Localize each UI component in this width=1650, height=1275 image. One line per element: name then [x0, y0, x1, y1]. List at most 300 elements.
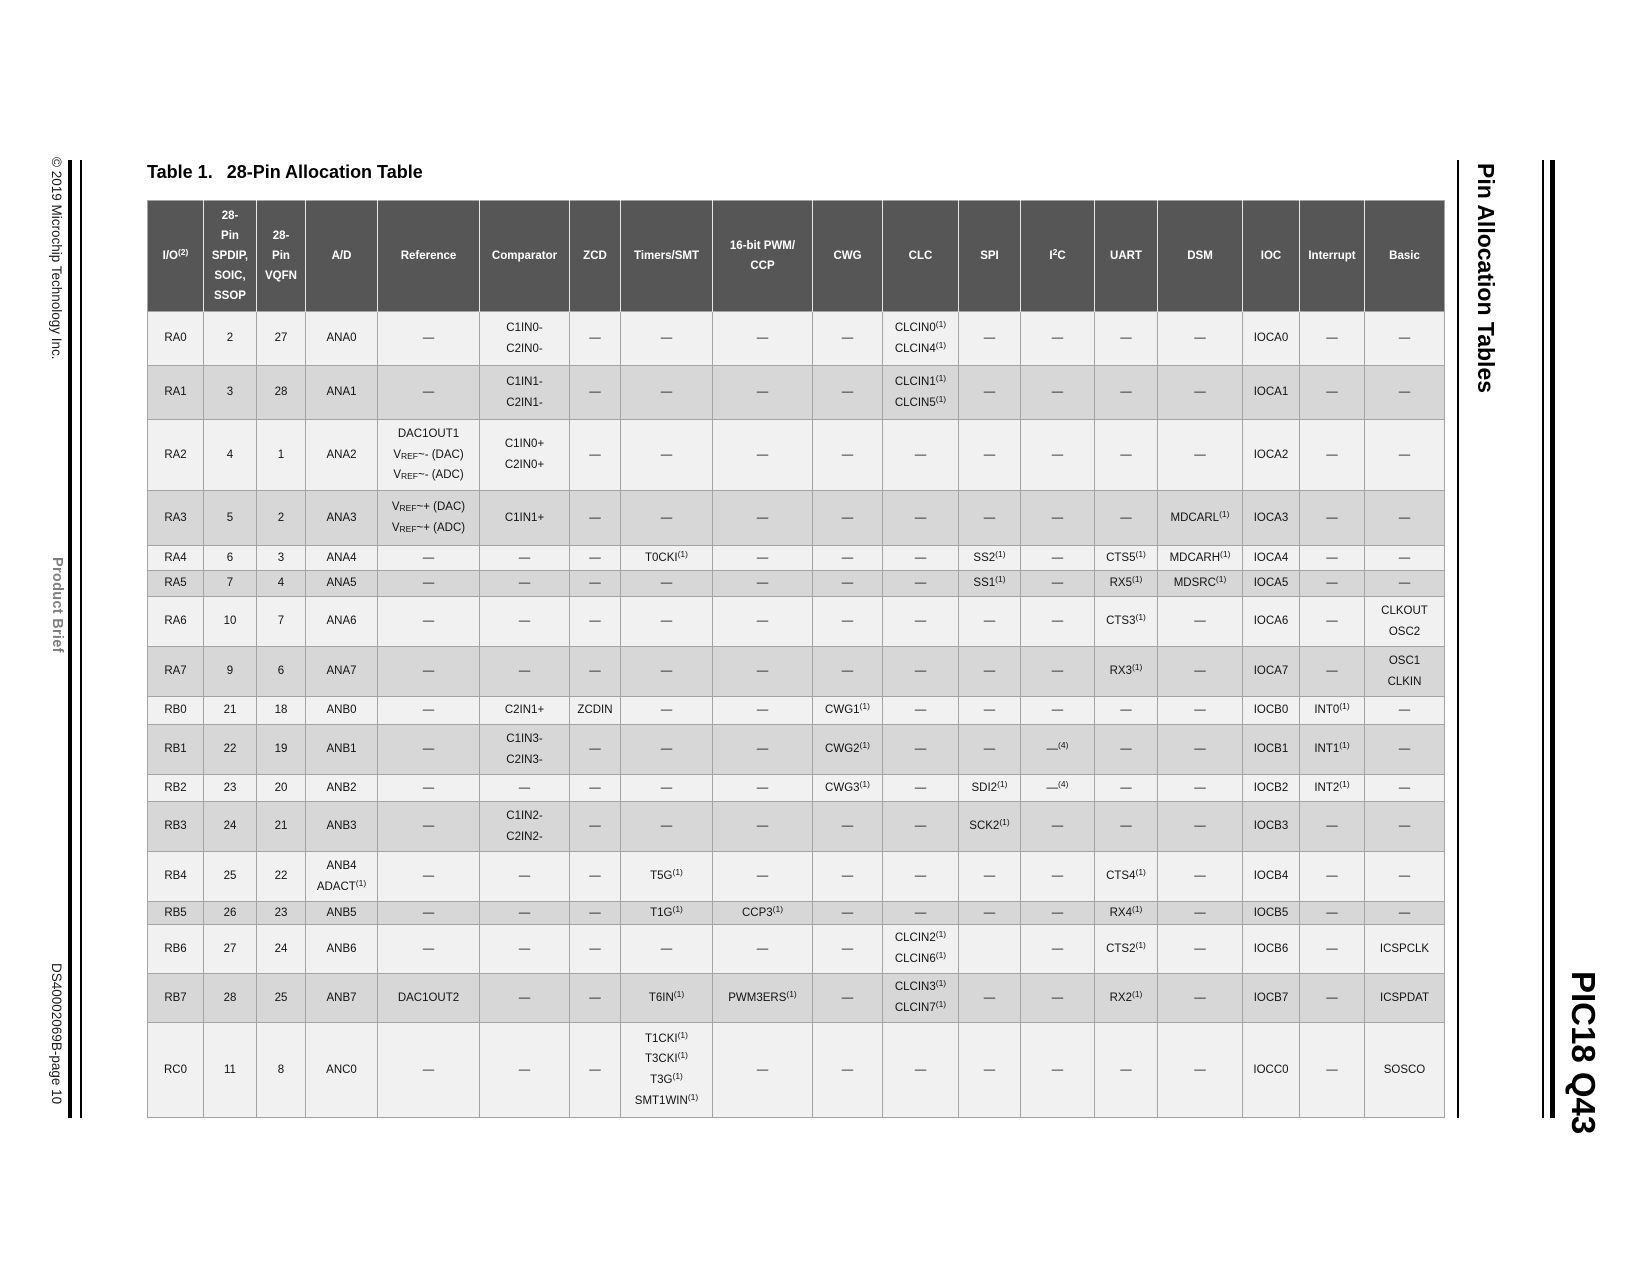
- table-cell: —: [713, 802, 813, 852]
- table-cell: —: [813, 647, 883, 697]
- table-cell: C1IN1+: [480, 491, 570, 546]
- table-cell: —: [1158, 697, 1243, 725]
- table-cell: —: [813, 902, 883, 925]
- table-cell: 20: [257, 775, 306, 802]
- left-margin-rule-thin: [80, 160, 82, 1118]
- table-cell: —: [378, 647, 480, 697]
- right-margin-rule-thin: [1542, 160, 1544, 1118]
- table-row-RB7: [148, 974, 1445, 1023]
- table-row-RA0: [148, 312, 1445, 366]
- table-cell: —: [1095, 725, 1158, 775]
- table-cell: ANB7: [306, 974, 378, 1023]
- table-cell: 23: [204, 775, 257, 802]
- table-cell: —: [1300, 902, 1365, 925]
- table-cell: IOCB5: [1243, 902, 1300, 925]
- table-cell: —: [1021, 1023, 1095, 1118]
- table-cell: —: [1158, 647, 1243, 697]
- table-cell: —: [570, 802, 621, 852]
- table-row-RA1: [148, 366, 1445, 420]
- table-cell: —: [621, 802, 713, 852]
- table-cell: 21: [257, 802, 306, 852]
- column-header: Basic: [1365, 201, 1445, 312]
- table-cell: 22: [257, 852, 306, 902]
- table-cell: —: [713, 925, 813, 974]
- right-margin-rule-thick: [1550, 160, 1555, 1118]
- table-cell: SS2$^{(1)}$: [959, 546, 1021, 571]
- table-cell: —: [1365, 775, 1445, 802]
- table-cell: RA7: [148, 647, 204, 697]
- column-header: ZCD: [570, 201, 621, 312]
- table-cell: —: [1021, 902, 1095, 925]
- table-cell: —: [1021, 491, 1095, 546]
- table-cell: 19: [257, 725, 306, 775]
- table-cell: 7: [204, 571, 257, 597]
- column-header: Interrupt: [1300, 201, 1365, 312]
- table-cell: RB1: [148, 725, 204, 775]
- table-cell: ANA3: [306, 491, 378, 546]
- table-cell: —: [570, 974, 621, 1023]
- table-cell: —: [813, 420, 883, 491]
- table-cell: —: [883, 597, 959, 647]
- doc-number-text: DS40002069B-page 10: [49, 963, 64, 1105]
- table-cell: ICSPCLK: [1365, 925, 1445, 974]
- table-row-RA4: [148, 546, 1445, 571]
- table-cell: —: [1021, 571, 1095, 597]
- table-cell: —: [378, 546, 480, 571]
- table-cell: —: [1021, 420, 1095, 491]
- table-cell: —: [959, 697, 1021, 725]
- table-cell: —: [1365, 802, 1445, 852]
- header-row: [148, 201, 1445, 312]
- table-cell: 28: [204, 974, 257, 1023]
- table-cell: —: [713, 597, 813, 647]
- table-cell: 24: [204, 802, 257, 852]
- table-cell: C1IN2- C2IN2-: [480, 802, 570, 852]
- table-cell: —: [959, 420, 1021, 491]
- table-cell: RB3: [148, 802, 204, 852]
- table-cell: —: [1365, 491, 1445, 546]
- table-cell: PWM3ERS$^{(1)}$: [713, 974, 813, 1023]
- table-cell: —: [883, 647, 959, 697]
- table-cell: ANA7: [306, 647, 378, 697]
- table-cell: —: [570, 312, 621, 366]
- table-cell: —: [813, 312, 883, 366]
- table-cell: —: [713, 725, 813, 775]
- table-cell: —: [883, 491, 959, 546]
- table-cell: —: [1095, 1023, 1158, 1118]
- table-cell: IOCB7: [1243, 974, 1300, 1023]
- table-cell: ANB2: [306, 775, 378, 802]
- table-cell: —: [621, 725, 713, 775]
- table-cell: CWG2$^{(1)}$: [813, 725, 883, 775]
- column-header: CWG: [813, 201, 883, 312]
- table-cell: INT2$^{(1)}$: [1300, 775, 1365, 802]
- table-cell: —: [813, 491, 883, 546]
- table-cell: —: [570, 647, 621, 697]
- table-cell: 23: [257, 902, 306, 925]
- table-cell: —: [813, 546, 883, 571]
- table-cell: —: [378, 597, 480, 647]
- table-cell: —: [813, 571, 883, 597]
- table-cell: —: [883, 546, 959, 571]
- table-cell: —: [813, 366, 883, 420]
- table-cell: —: [713, 366, 813, 420]
- table-cell: MDCARH$^{(1)}$: [1158, 546, 1243, 571]
- table-cell: —: [1021, 647, 1095, 697]
- table-cell: —: [1095, 491, 1158, 546]
- table-cell: 3: [257, 546, 306, 571]
- table-cell: CLCIN2$^{(1)}$ CLCIN6$^{(1)}$: [883, 925, 959, 974]
- table-cell: —: [378, 802, 480, 852]
- table-cell: —: [480, 1023, 570, 1118]
- table-cell: —: [570, 725, 621, 775]
- section-title: Pin Allocation Tables: [1473, 163, 1499, 394]
- table-cell: —: [713, 852, 813, 902]
- table-cell: —: [378, 571, 480, 597]
- table-cell: —: [1158, 725, 1243, 775]
- table-cell: IOCB3: [1243, 802, 1300, 852]
- table-cell: —: [1158, 597, 1243, 647]
- table-cell: RB0: [148, 697, 204, 725]
- table-cell: —: [959, 647, 1021, 697]
- table-cell: RX2$^{(1)}$: [1095, 974, 1158, 1023]
- table-cell: CTS5$^{(1)}$: [1095, 546, 1158, 571]
- column-header: 28- Pin SPDIP, SOIC, SSOP: [204, 201, 257, 312]
- table-row-RA6: [148, 597, 1445, 647]
- table-cell: IOCA5: [1243, 571, 1300, 597]
- table-cell: —: [713, 571, 813, 597]
- table-cell: MDCARL$^{(1)}$: [1158, 491, 1243, 546]
- table-cell: RX4$^{(1)}$: [1095, 902, 1158, 925]
- device-name: PIC18 Q43: [1565, 971, 1602, 1135]
- table-cell: —: [813, 597, 883, 647]
- table-cell: —: [621, 925, 713, 974]
- table-cell: ANA6: [306, 597, 378, 647]
- table-cell: —: [621, 647, 713, 697]
- table-cell: $V_{REF}\sim+ (DAC)$ $V_{REF}\sim+ (ADC)$: [378, 491, 480, 546]
- table-cell: RC0: [148, 1023, 204, 1118]
- table-cell: RB6: [148, 925, 204, 974]
- table-cell: —: [813, 852, 883, 902]
- table-cell: —: [1300, 1023, 1365, 1118]
- table-cell: IOCA1: [1243, 366, 1300, 420]
- table-cell: —: [1158, 925, 1243, 974]
- table-cell: —: [959, 852, 1021, 902]
- table-cell: —: [480, 974, 570, 1023]
- table-cell: —: [378, 1023, 480, 1118]
- column-header: DSM: [1158, 201, 1243, 312]
- table-cell: —: [621, 775, 713, 802]
- table-cell: —: [480, 775, 570, 802]
- table-cell: 28: [257, 366, 306, 420]
- table-title-label: Table 1.: [147, 162, 213, 182]
- table-cell: —: [1158, 366, 1243, 420]
- table-cell: 18: [257, 697, 306, 725]
- table-cell: IOCA0: [1243, 312, 1300, 366]
- column-header: Comparator: [480, 201, 570, 312]
- column-header: $I/O^{(2)}$: [148, 201, 204, 312]
- table-cell: —: [883, 697, 959, 725]
- right-inner-rule: [1457, 160, 1459, 1118]
- table-cell: IOCB1: [1243, 725, 1300, 775]
- table-cell: CLCIN3$^{(1)}$ CLCIN7$^{(1)}$: [883, 974, 959, 1023]
- table-cell: —: [621, 491, 713, 546]
- table-cell: ANB1: [306, 725, 378, 775]
- table-cell: ANB3: [306, 802, 378, 852]
- table-cell: RA2: [148, 420, 204, 491]
- table-cell: 21: [204, 697, 257, 725]
- table-cell: CTS4$^{(1)}$: [1095, 852, 1158, 902]
- table-cell: —: [378, 312, 480, 366]
- table-cell: T6IN$^{(1)}$: [621, 974, 713, 1023]
- table-cell: —: [1365, 902, 1445, 925]
- table-cell: —: [713, 312, 813, 366]
- table-cell: INT0$^{(1)}$: [1300, 697, 1365, 725]
- table-cell: —: [883, 902, 959, 925]
- table-cell: MDSRC$^{(1)}$: [1158, 571, 1243, 597]
- table-row-RB6: [148, 925, 1445, 974]
- table-cell: 4: [204, 420, 257, 491]
- table-cell: —: [570, 1023, 621, 1118]
- table-cell: —: [883, 1023, 959, 1118]
- table-cell: SCK2$^{(1)}$: [959, 802, 1021, 852]
- table-cell: —: [378, 366, 480, 420]
- table-cell: ANB5: [306, 902, 378, 925]
- column-header: $I^2C$: [1021, 201, 1095, 312]
- table-cell: —: [959, 366, 1021, 420]
- table-cell: —: [1158, 775, 1243, 802]
- table-cell: —: [378, 925, 480, 974]
- table-cell: —: [1365, 571, 1445, 597]
- table-cell: RB4: [148, 852, 204, 902]
- table-cell: IOCA2: [1243, 420, 1300, 491]
- table-cell: RA0: [148, 312, 204, 366]
- table-cell: ANA5: [306, 571, 378, 597]
- table-row-RA2: [148, 420, 1445, 491]
- table-cell: —: [378, 852, 480, 902]
- table-cell: —: [480, 925, 570, 974]
- table-cell: —: [1158, 420, 1243, 491]
- table-cell: —: [1158, 1023, 1243, 1118]
- table-header: [148, 201, 1445, 312]
- table-cell: —: [1021, 852, 1095, 902]
- table-cell: —: [621, 312, 713, 366]
- table-cell: —: [713, 420, 813, 491]
- table-cell: ANA1: [306, 366, 378, 420]
- table-cell: IOCA3: [1243, 491, 1300, 546]
- table-cell: ANC0: [306, 1023, 378, 1118]
- table-cell: —: [813, 802, 883, 852]
- table-cell: 1: [257, 420, 306, 491]
- table-cell: —: [1158, 902, 1243, 925]
- table-cell: —: [1021, 366, 1095, 420]
- table-cell: —: [621, 420, 713, 491]
- table-cell: —: [1158, 974, 1243, 1023]
- copyright-text: © 2019 Microchip Technology Inc.: [49, 157, 64, 360]
- table-row-RB4: [148, 852, 1445, 902]
- table-cell: —: [883, 420, 959, 491]
- table-cell: —: [959, 902, 1021, 925]
- table-cell: —: [959, 491, 1021, 546]
- table-cell: —: [1021, 697, 1095, 725]
- table-cell: —: [570, 775, 621, 802]
- table-cell: —: [1095, 366, 1158, 420]
- pin-allocation-table: [147, 200, 1445, 1118]
- table-cell: —: [1300, 597, 1365, 647]
- table-cell: 8: [257, 1023, 306, 1118]
- table-cell: 7: [257, 597, 306, 647]
- table-cell: —: [713, 1023, 813, 1118]
- table-cell: —: [1095, 802, 1158, 852]
- table-cell: $T1G^{(1)}$: [621, 902, 713, 925]
- table-cell: —: [570, 546, 621, 571]
- table-cell: SS1$^{(1)}$: [959, 571, 1021, 597]
- column-header: Reference: [378, 201, 480, 312]
- table-cell: —: [570, 597, 621, 647]
- table-cell: 6: [204, 546, 257, 571]
- table-cell: —: [713, 697, 813, 725]
- table-row-RA5: [148, 571, 1445, 597]
- table-row-RB0: [148, 697, 1445, 725]
- table-cell: —: [813, 974, 883, 1023]
- table-cell: RX5$^{(1)}$: [1095, 571, 1158, 597]
- table-title: [147, 162, 423, 183]
- table-cell: —: [480, 571, 570, 597]
- table-cell: —: [1300, 312, 1365, 366]
- table-cell: —: [570, 571, 621, 597]
- table-cell: —: [1300, 546, 1365, 571]
- table-row-RA3: [148, 491, 1445, 546]
- table-cell: —: [480, 597, 570, 647]
- table-cell: C1IN0- C2IN0-: [480, 312, 570, 366]
- table-cell: —: [1021, 802, 1095, 852]
- table-cell: —: [883, 775, 959, 802]
- table-cell: 3: [204, 366, 257, 420]
- table-cell: —: [1095, 697, 1158, 725]
- table-cell: ANA0: [306, 312, 378, 366]
- table-cell: —: [480, 902, 570, 925]
- table-cell: —: [713, 491, 813, 546]
- table-cell: —: [1365, 697, 1445, 725]
- table-cell: SDI2$^{(1)}$: [959, 775, 1021, 802]
- table-cell: —: [1021, 925, 1095, 974]
- table-cell: —: [813, 1023, 883, 1118]
- table-cell: RA6: [148, 597, 204, 647]
- table-cell: —: [959, 597, 1021, 647]
- table-cell: RA5: [148, 571, 204, 597]
- table-cell: —: [959, 725, 1021, 775]
- table-cell: —: [1300, 802, 1365, 852]
- table-cell: —: [1365, 420, 1445, 491]
- table-cell: —: [1095, 420, 1158, 491]
- table-cell: —: [378, 725, 480, 775]
- table-cell: —: [1021, 312, 1095, 366]
- table-cell: —: [570, 420, 621, 491]
- table-cell: —: [480, 852, 570, 902]
- table-cell: —: [813, 925, 883, 974]
- table-cell: C1IN0+ C2IN0+: [480, 420, 570, 491]
- table-cell: RA3: [148, 491, 204, 546]
- column-header: 28- Pin VQFN: [257, 201, 306, 312]
- table-cell: —: [1300, 852, 1365, 902]
- table-cell: —: [1300, 974, 1365, 1023]
- table-cell: CLCIN0$^{(1)}$ CLCIN4$^{(1)}$: [883, 312, 959, 366]
- table-cell: —: [570, 491, 621, 546]
- table-title-text: 28-Pin Allocation Table: [226, 162, 423, 182]
- table-cell: —: [570, 902, 621, 925]
- table-cell: —$^{(4)}$: [1021, 725, 1095, 775]
- table-row-RC0: [148, 1023, 1445, 1118]
- table-cell: —: [1021, 597, 1095, 647]
- table-cell: —: [1158, 312, 1243, 366]
- table-cell: T0CKI$^{(1)}$: [621, 546, 713, 571]
- table-cell: RB5: [148, 902, 204, 925]
- table-cell: ZCDIN: [570, 697, 621, 725]
- table-cell: ANB6: [306, 925, 378, 974]
- table-cell: —: [378, 697, 480, 725]
- column-header: IOC: [1243, 201, 1300, 312]
- table-row-RB2: [148, 775, 1445, 802]
- table-cell: —: [883, 802, 959, 852]
- table-cell: 2: [257, 491, 306, 546]
- table-cell: ANA4: [306, 546, 378, 571]
- table-cell: —: [570, 925, 621, 974]
- table-cell: CWG1$^{(1)}$: [813, 697, 883, 725]
- table-cell: IOCB2: [1243, 775, 1300, 802]
- table-cell: —: [1300, 925, 1365, 974]
- table-cell: [959, 925, 1021, 974]
- table-body: [148, 312, 1445, 1118]
- table-cell: —: [480, 546, 570, 571]
- table-cell: ICSPDAT: [1365, 974, 1445, 1023]
- table-cell: CTS3$^{(1)}$: [1095, 597, 1158, 647]
- table-cell: —: [883, 725, 959, 775]
- column-header: A/D: [306, 201, 378, 312]
- table-cell: 4: [257, 571, 306, 597]
- table-cell: 25: [204, 852, 257, 902]
- table-cell: C1IN1- C2IN1-: [480, 366, 570, 420]
- table-cell: —: [1365, 725, 1445, 775]
- table-cell: 11: [204, 1023, 257, 1118]
- table-cell: C2IN1+: [480, 697, 570, 725]
- table-cell: IOCB4: [1243, 852, 1300, 902]
- table-cell: —: [1095, 775, 1158, 802]
- table-cell: —: [621, 571, 713, 597]
- table-cell: RB2: [148, 775, 204, 802]
- table-cell: —: [621, 597, 713, 647]
- table-cell: RA1: [148, 366, 204, 420]
- column-header: 16-bit PWM/ CCP: [713, 201, 813, 312]
- left-margin-rule-thick: [68, 160, 72, 1118]
- table-cell: —: [959, 1023, 1021, 1118]
- table-cell: CLCIN1$^{(1)}$ CLCIN5$^{(1)}$: [883, 366, 959, 420]
- table-cell: IOCA4: [1243, 546, 1300, 571]
- product-brief-label: Product Brief: [49, 557, 65, 653]
- table-cell: —: [1158, 852, 1243, 902]
- table-cell: —: [378, 902, 480, 925]
- table-cell: RB7: [148, 974, 204, 1023]
- table-cell: —: [621, 366, 713, 420]
- table-cell: 27: [257, 312, 306, 366]
- table-cell: —: [1021, 546, 1095, 571]
- table-cell: IOCA6: [1243, 597, 1300, 647]
- table-cell: IOCB0: [1243, 697, 1300, 725]
- table-cell: —: [1365, 546, 1445, 571]
- table-cell: 26: [204, 902, 257, 925]
- table-cell: 24: [257, 925, 306, 974]
- table-cell: —: [1300, 571, 1365, 597]
- table-cell: 22: [204, 725, 257, 775]
